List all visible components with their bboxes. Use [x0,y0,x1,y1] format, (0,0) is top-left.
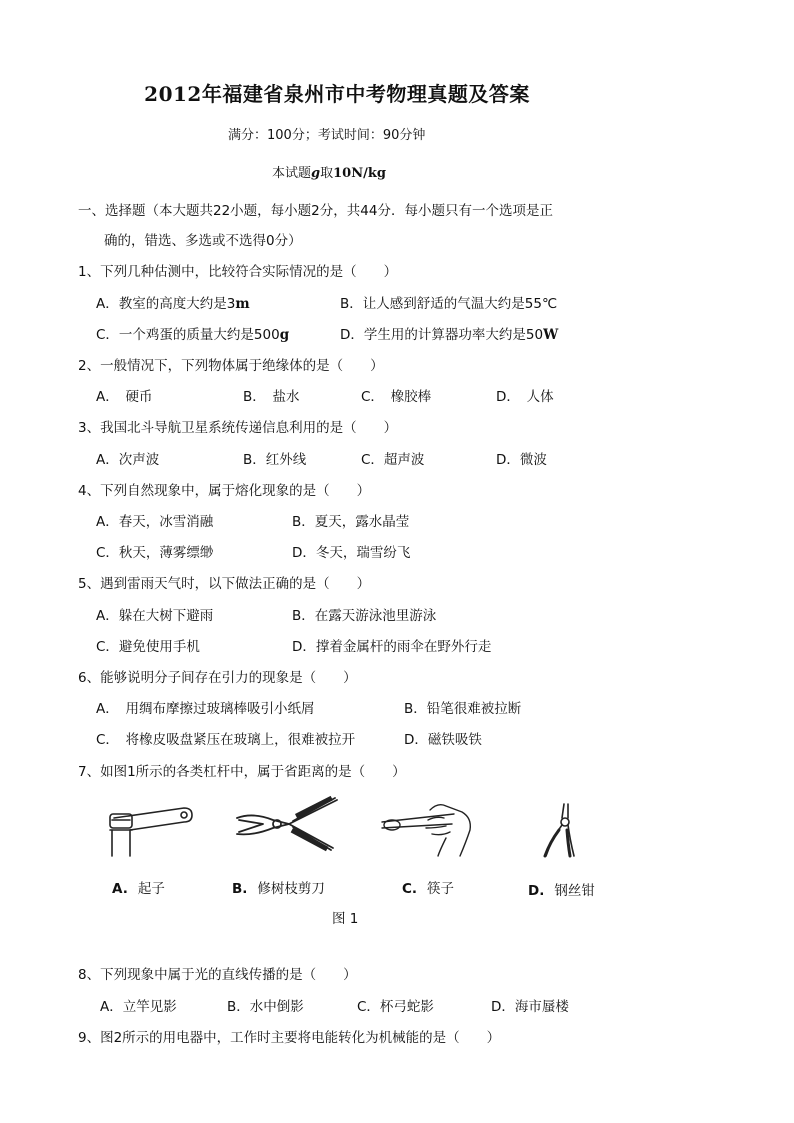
question-stem: 5、遇到雷雨天气时，以下做法正确的是（ ） [78,576,371,592]
option-a[interactable]: A．立竿见影 [100,999,177,1015]
option-b[interactable]: B． 盐水 [243,389,300,405]
section-heading: 一、选择题（本大题共22小题，每小题2分，共44分．每小题只有一个选项是正 [78,203,553,219]
option-d[interactable]: D．海市蜃楼 [491,999,569,1015]
question-stem: 9、图2所示的用电器中，工作时主要将电能转化为机械能的是（ ） [78,1030,501,1046]
option-c[interactable]: C．秋天，薄雾缥缈 [96,545,214,561]
exam-info: 满分：100分；考试时间：90分钟 [228,128,426,143]
option-b[interactable]: B．铅笔很难被拉断 [404,701,522,717]
figure-caption: 图 1 [332,911,359,927]
chopsticks-icon[interactable] [380,800,480,858]
question-stem: 4、下列自然现象中，属于熔化现象的是（ ） [78,483,371,499]
option-b[interactable]: B．水中倒影 [227,999,304,1015]
pruning-shears-icon[interactable] [233,796,341,852]
option-a[interactable]: A． 硬币 [96,389,153,405]
option-b[interactable]: B．夏天，露水晶莹 [292,514,410,530]
page-title: 2012年福建省泉州市中考物理真题及答案 [144,82,530,106]
option-b[interactable]: B．红外线 [243,452,307,468]
option-c[interactable]: C．一个鸡蛋的质量大约是500g [96,327,290,343]
question-stem: 7、如图1所示的各类杠杆中，属于省距离的是（ ） [78,764,406,780]
option-d[interactable]: D． 人体 [496,389,554,405]
option-c[interactable]: C．超声波 [361,452,425,468]
option-a[interactable]: A．教室的高度大约是3m [96,296,250,312]
option-d[interactable]: D．学生用的计算器功率大约是50W [340,327,559,343]
figure-label-b: B. 修树枝剪刀 [232,881,325,897]
g-value-note: 本试题g取10N/kg [272,166,386,181]
option-d[interactable]: D．冬天，瑞雪纷飞 [292,545,411,561]
figure-label-c: C. 筷子 [402,881,455,897]
question-stem: 6、能够说明分子间存在引力的现象是（ ） [78,670,357,686]
option-a[interactable]: A．春天，冰雪消融 [96,514,214,530]
question-stem: 1、下列几种估测中，比较符合实际情况的是（ ） [78,264,398,280]
option-a[interactable]: A．次声波 [96,452,160,468]
option-c[interactable]: C． 将橡皮吸盘紧压在玻璃上，很难被拉开 [96,732,356,748]
bottle-opener-icon[interactable] [104,800,196,860]
option-d[interactable]: D．撑着金属杆的雨伞在野外行走 [292,639,492,655]
option-c[interactable]: C．避免使用手机 [96,639,200,655]
option-a[interactable]: A． 用绸布摩擦过玻璃棒吸引小纸屑 [96,701,315,717]
figure-label-d: D. 钢丝钳 [528,883,595,899]
option-d[interactable]: D．磁铁吸铁 [404,732,482,748]
question-stem: 8、下列现象中属于光的直线传播的是（ ） [78,967,357,983]
question-stem: 3、我国北斗导航卫星系统传递信息利用的是（ ） [78,420,398,436]
option-b[interactable]: B．让人感到舒适的气温大约是55℃ [340,296,558,312]
pliers-icon[interactable] [540,800,580,860]
option-c[interactable]: C．杯弓蛇影 [357,999,434,1015]
option-b[interactable]: B．在露天游泳池里游泳 [292,608,437,624]
question-stem: 2、一般情况下，下列物体属于绝缘体的是（ ） [78,358,384,374]
option-c[interactable]: C． 橡胶棒 [361,389,432,405]
option-a[interactable]: A．躲在大树下避雨 [96,608,214,624]
option-d[interactable]: D．微波 [496,452,547,468]
section-heading-cont: 确的，错选、多选或不选得0分） [104,233,302,249]
figure-label-a: A. 起子 [112,881,165,897]
